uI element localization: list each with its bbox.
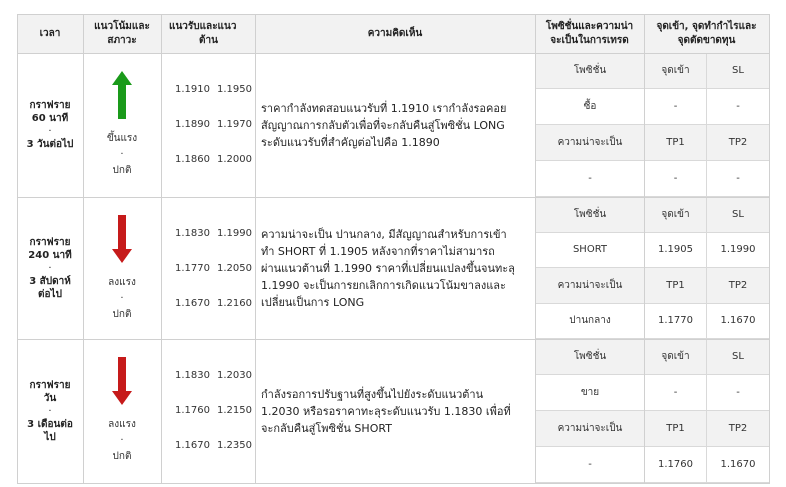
trend-state: ปกติ <box>112 165 132 176</box>
col-line-0 <box>17 14 18 484</box>
position-grid-cell: ซื้อ <box>535 89 644 125</box>
resistance-level: 1.1970 <box>217 119 252 130</box>
period-line4: ต่อไป <box>38 288 62 300</box>
comment-cell <box>255 197 535 339</box>
trend-strength: ลงแรง <box>108 419 136 430</box>
position-grid-cell: 1.1990 <box>706 233 769 269</box>
period-dot: · <box>48 262 52 274</box>
header-trend-line1: แนวโน้มและ <box>94 20 150 32</box>
trend-down-arrow-icon <box>112 357 132 405</box>
support-level: 1.1890 <box>175 119 210 130</box>
position-grid-cell: จุดเข้า <box>644 197 706 233</box>
position-grid-cell: - <box>644 89 706 125</box>
position-grid-cell: ความน่าจะเป็น <box>535 411 644 447</box>
resistance-level: 1.2000 <box>217 154 252 165</box>
position-grid-cell: SL <box>706 197 769 233</box>
support-level: 1.1860 <box>175 154 210 165</box>
position-grid-cell: จุดเข้า <box>644 53 706 89</box>
position-grid-cell: TP1 <box>644 125 706 161</box>
period-line2: วัน <box>43 392 57 404</box>
trend-text <box>108 417 136 465</box>
position-grid-cell: 1.1670 <box>706 447 769 483</box>
position-grid-cell: โพซิชั่น <box>535 53 644 89</box>
period-line2: 240 นาที <box>28 249 72 261</box>
position-grid-cell: ความน่าจะเป็น <box>535 268 644 304</box>
period-cell <box>17 53 83 197</box>
comment-line: เปลี่ยนเป็นการ LONG <box>261 295 365 309</box>
support-level: 1.1760 <box>175 405 210 416</box>
trend-state: ปกติ <box>112 451 132 462</box>
position-grid-cell: - <box>644 375 706 411</box>
header-trend-line2: สภาวะ <box>107 34 137 46</box>
col-line-6 <box>769 14 770 484</box>
period-line1: กราฟราย <box>29 236 71 248</box>
position-grid-cell: TP2 <box>706 411 769 447</box>
comment-text <box>261 226 515 311</box>
period-cell <box>17 339 83 483</box>
period-dot: · <box>48 126 52 137</box>
comment-line: 1.2030 หรือรอราคาทะลุระดับแนวรับ 1.1830 เพื่อที่ <box>261 404 511 418</box>
header-comment <box>255 14 535 53</box>
resistance-level: 1.1990 <box>217 228 252 239</box>
support-level: 1.1670 <box>175 440 210 451</box>
header-levels-line1: แนวรับและแนว <box>169 20 237 32</box>
comment-line: ความน่าจะเป็น ปานกลาง, มีสัญญาณสำหรับการเข้า <box>261 227 507 241</box>
position-grid-cell: ขาย <box>535 375 644 411</box>
row-divider-2 <box>17 339 769 340</box>
trend-text <box>108 275 136 323</box>
position-grid-cell: - <box>535 447 644 483</box>
period-line1: กราฟราย <box>29 100 71 111</box>
resistance-level: 1.2030 <box>217 370 252 381</box>
resistance-level: 1.2350 <box>217 440 252 451</box>
header-time-label: เวลา <box>39 27 61 39</box>
position-grid-cell: ความน่าจะเป็น <box>535 125 644 161</box>
trend-text <box>107 131 137 179</box>
comment-line: ผ่านแนวต้านที่ 1.1990 ราคาที่เปลี่ยนแปลงขึ้นจนทะลุ <box>261 261 515 275</box>
comment-line: 1.1990 จะเป็นการยกเลิกการเกิดแนวโน้มขาลงและ <box>261 278 506 292</box>
trend-cell <box>83 197 161 339</box>
period-line3: 3 สัปดาห์ <box>29 275 71 287</box>
trend-down-arrow-icon <box>112 215 132 263</box>
levels-cell <box>161 339 255 483</box>
position-grid-cell: - <box>706 161 769 197</box>
position-grid-cell: 1.1760 <box>644 447 706 483</box>
position-grid-cell: จุดเข้า <box>644 339 706 375</box>
comment-line: ระดับแนวรับที่สำคัญต่อไปคือ 1.1890 <box>261 135 440 149</box>
position-grid-cell: - <box>706 375 769 411</box>
support-level: 1.1830 <box>175 228 210 239</box>
comment-line: จะกลับคืนสู่โพซิชั่น SHORT <box>261 421 392 435</box>
arrow-shape <box>112 357 132 405</box>
header-entry-line1: จุดเข้า, จุดทำกำไรและ <box>656 20 757 32</box>
header-entry-line2: จุดตัดขาดทุน <box>677 34 736 46</box>
position-grid-cell: - <box>706 89 769 125</box>
position-grid-cell: 1.1770 <box>644 304 706 340</box>
period-line3: 3 เดือนต่อ <box>27 418 73 430</box>
col-line-3 <box>255 14 256 484</box>
comment-line: สัญญาณการกลับตัวเพื่อที่จะกลับคืนสู่โพซิชั่น LONG <box>261 118 505 132</box>
period-line3: 3 วันต่อไป <box>26 139 74 150</box>
support-level: 1.1910 <box>175 84 210 95</box>
col-line-5 <box>644 14 645 484</box>
arrow-shape <box>112 71 132 119</box>
table-border-top <box>17 14 769 15</box>
trend-strength: ลงแรง <box>108 277 136 288</box>
col-line-2 <box>161 14 162 484</box>
comment-line: ราคากำลังทดสอบแนวรับที่ 1.1910 เรากำลังรอคอย <box>261 101 507 115</box>
levels-cell <box>161 197 255 339</box>
position-grid-cell: SL <box>706 339 769 375</box>
comment-text <box>261 386 511 437</box>
period-cell <box>17 197 83 339</box>
arrow-shape <box>112 215 132 263</box>
header-trend <box>83 14 161 53</box>
comment-cell <box>255 339 535 483</box>
header-position <box>535 14 644 53</box>
period-line1: กราฟราย <box>29 379 71 391</box>
trend-dot: · <box>120 149 124 160</box>
support-level: 1.1770 <box>175 263 210 274</box>
period-line2: 60 นาที <box>31 113 69 124</box>
period-dot: · <box>48 405 52 417</box>
comment-line: ทำ SHORT ที่ 1.1905 หลังจากที่ราคาไม่สามารถ <box>261 244 495 258</box>
row-divider-1 <box>17 197 769 198</box>
support-level: 1.1670 <box>175 298 210 309</box>
support-level: 1.1830 <box>175 370 210 381</box>
header-comment-label: ความคิดเห็น <box>367 27 423 39</box>
position-grid-cell: SL <box>706 53 769 89</box>
resistance-level: 1.2050 <box>217 263 252 274</box>
header-levels-line2: ต้าน <box>199 34 218 46</box>
position-grid-cell: TP2 <box>706 125 769 161</box>
position-grid-cell: 1.1905 <box>644 233 706 269</box>
header-divider <box>17 53 769 54</box>
position-grid-cell: ปานกลาง <box>535 304 644 340</box>
header-position-line2: จะเป็นในการเทรด <box>550 34 629 46</box>
header-entry <box>644 14 769 53</box>
col-line-1 <box>83 14 84 484</box>
trend-cell <box>83 53 161 197</box>
table-border-bottom <box>17 483 769 484</box>
col-line-4 <box>535 14 536 484</box>
comment-cell <box>255 53 535 197</box>
trend-cell <box>83 339 161 483</box>
position-grid-cell: TP1 <box>644 268 706 304</box>
position-grid-cell: โพซิชั่น <box>535 197 644 233</box>
resistance-level: 1.1950 <box>217 84 252 95</box>
resistance-level: 1.2150 <box>217 405 252 416</box>
period-line4: ไป <box>44 431 56 443</box>
trend-dot: · <box>120 435 124 446</box>
position-grid-cell: TP2 <box>706 268 769 304</box>
position-grid-cell: โพซิชั่น <box>535 339 644 375</box>
header-position-line1: โพซิชั่นและความน่า <box>545 20 634 32</box>
trend-dot: · <box>120 293 124 304</box>
trend-up-arrow-icon <box>112 71 132 119</box>
position-grid-cell: SHORT <box>535 233 644 269</box>
position-grid-cell: - <box>535 161 644 197</box>
trend-strength: ขึ้นแรง <box>106 133 138 144</box>
levels-cell <box>161 53 255 197</box>
header-levels <box>161 14 255 53</box>
resistance-level: 1.2160 <box>217 298 252 309</box>
header-time <box>17 14 83 53</box>
trend-state: ปกติ <box>112 309 132 320</box>
position-grid-cell: 1.1670 <box>706 304 769 340</box>
position-grid-cell: - <box>644 161 706 197</box>
comment-text <box>261 100 506 151</box>
comment-line: กำลังรอการปรับฐานที่สูงขึ้นไปยังระดับแนวต้าน <box>261 387 484 401</box>
position-grid-cell: TP1 <box>644 411 706 447</box>
